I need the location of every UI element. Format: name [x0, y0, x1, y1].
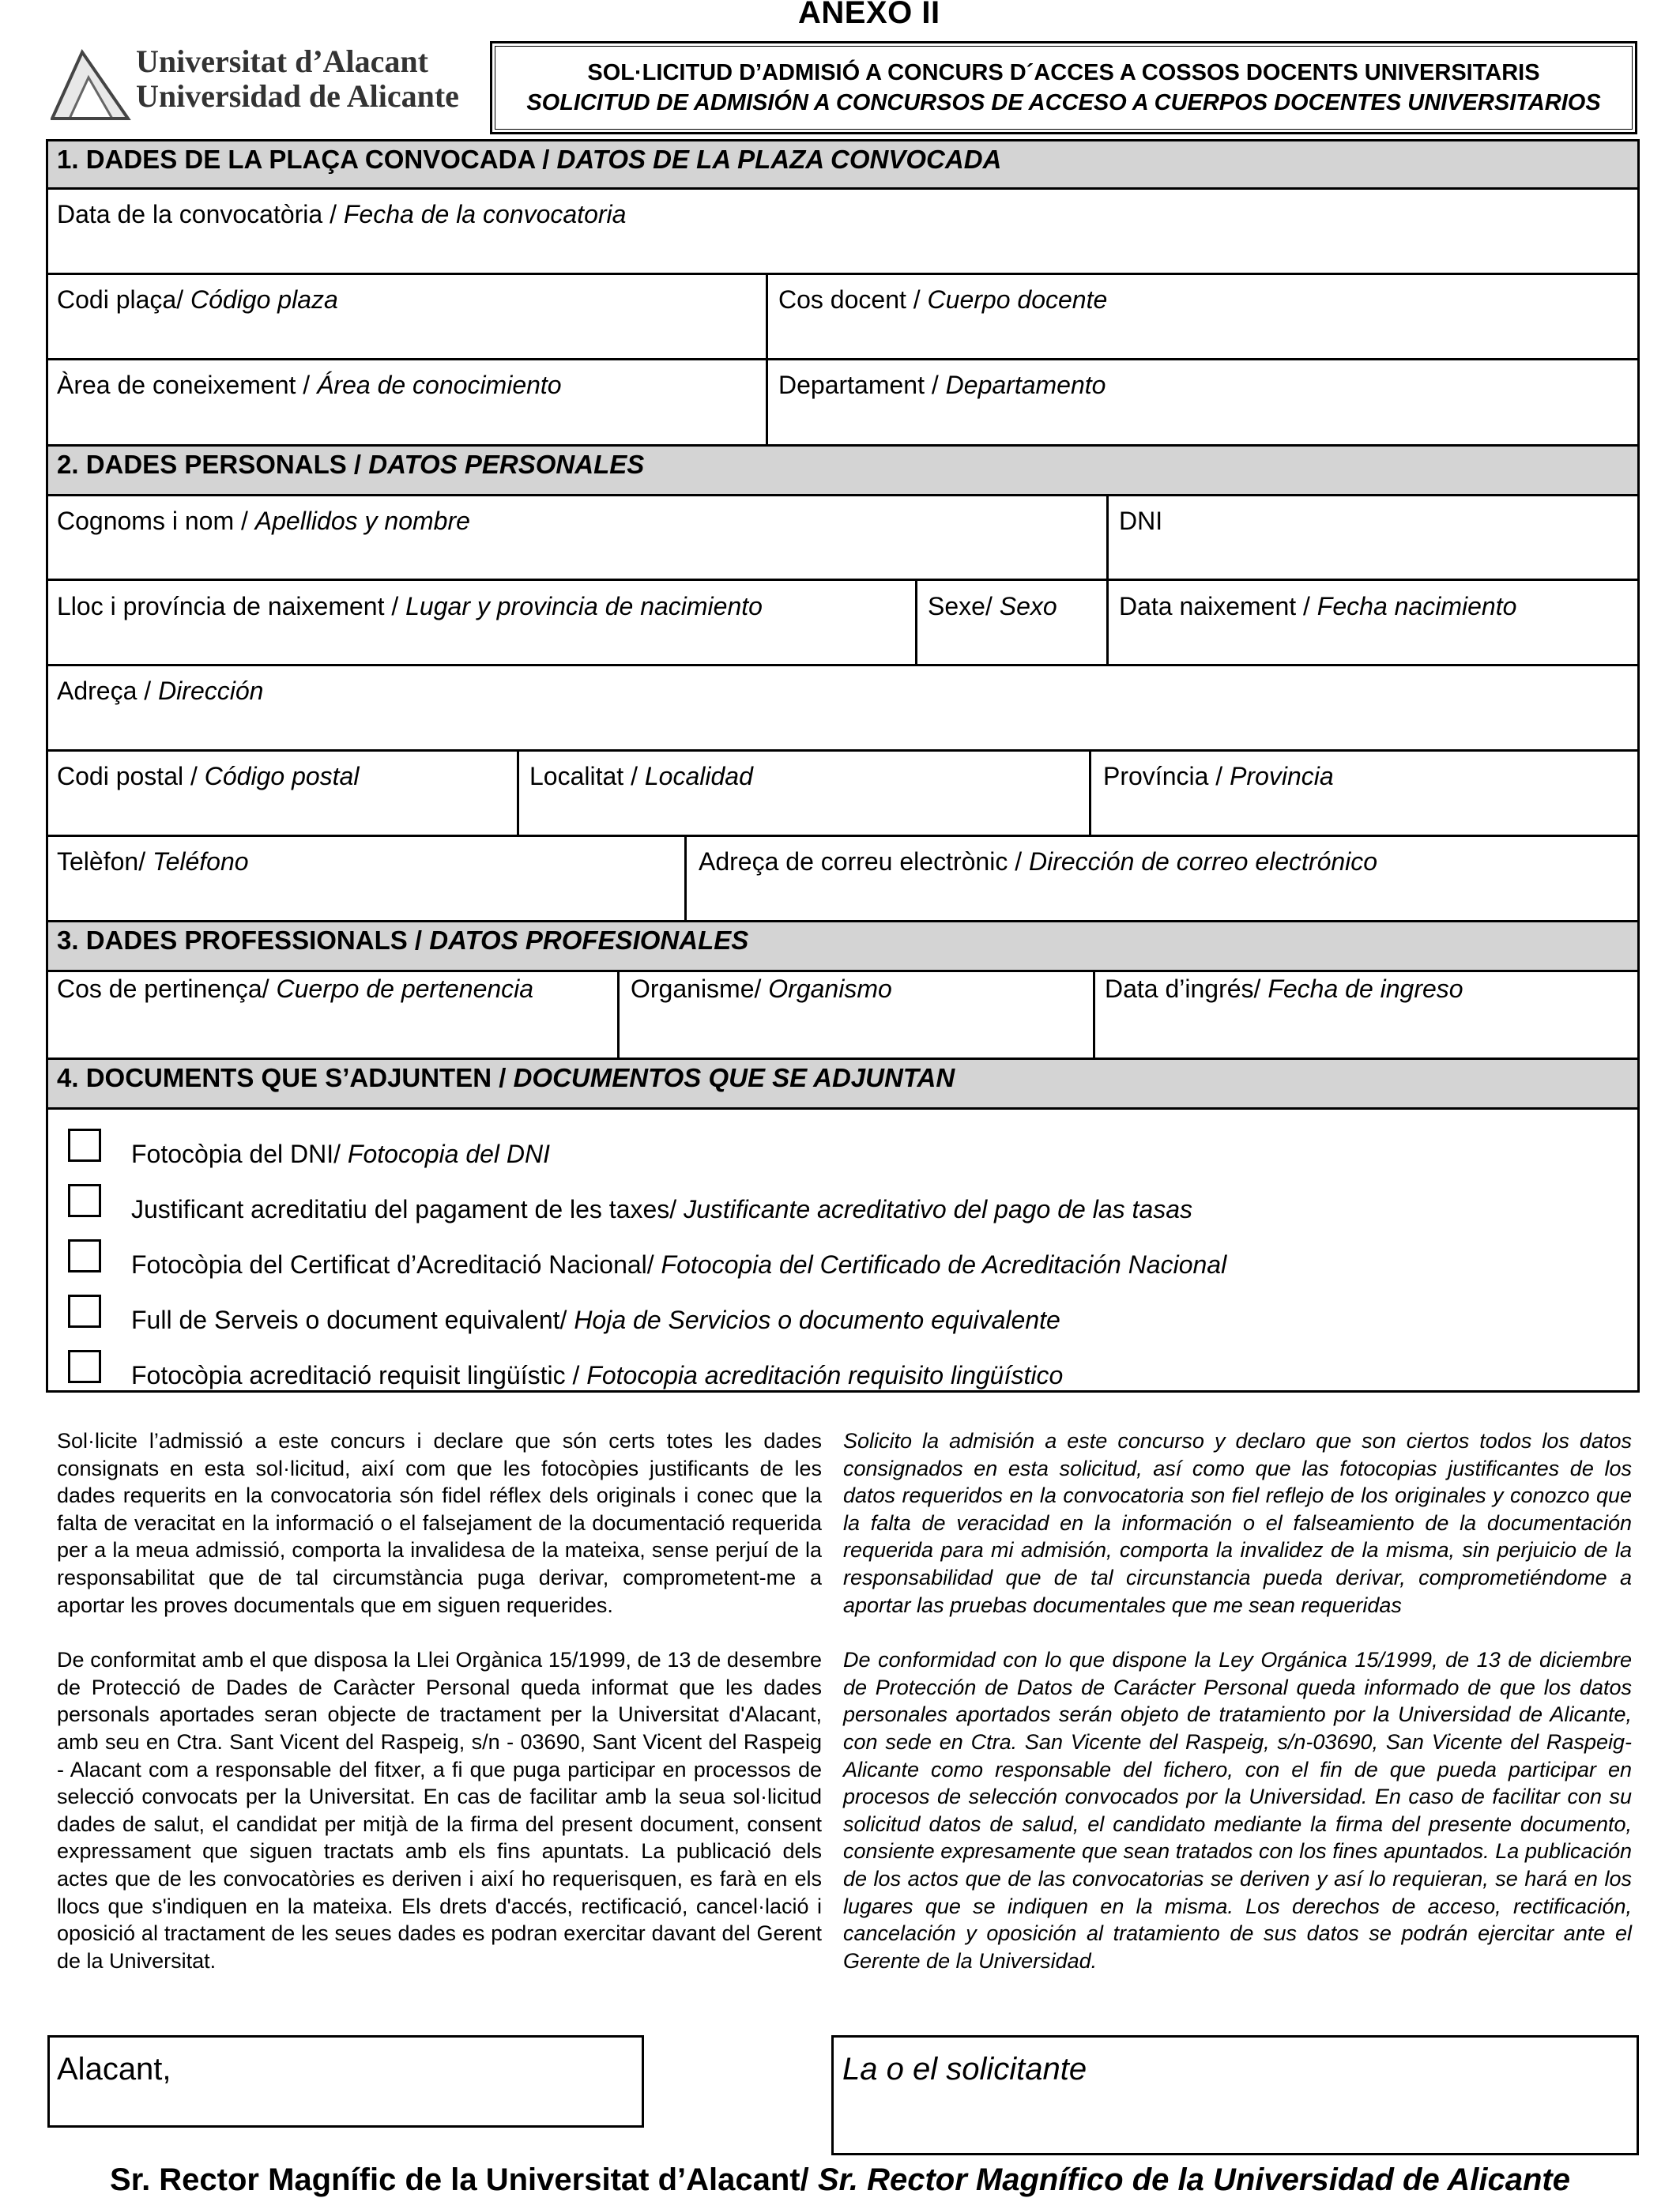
- applicant-label: La o el solicitante: [842, 2052, 1087, 2087]
- place-label: Alacant,: [57, 2052, 171, 2087]
- rule: [46, 444, 1640, 447]
- field-organism-es: Organismo: [768, 975, 892, 1003]
- field-phone-va: Telèfon/: [57, 847, 153, 876]
- field-birthplace-va: Lloc i província de naixement /: [57, 592, 406, 620]
- rule: [46, 920, 1640, 922]
- document-checkbox[interactable]: [68, 1239, 101, 1272]
- field-locality-va: Localitat /: [529, 762, 645, 790]
- field-position-code[interactable]: [57, 285, 338, 315]
- field-corps[interactable]: [57, 975, 533, 1004]
- field-entry-date-es: Fecha de ingreso: [1268, 975, 1463, 1003]
- rule: [915, 579, 917, 664]
- field-birthdate-va: Data naixement /: [1119, 592, 1317, 620]
- field-sex[interactable]: [928, 592, 1057, 621]
- field-entry-date-va: Data d’ingrés/: [1105, 975, 1268, 1003]
- document-checkbox[interactable]: [68, 1129, 101, 1162]
- field-province-es: Provincia: [1230, 762, 1334, 790]
- declaration-es-p2: De conformidad con lo que dispone la Ley Orgánica 15/1999, de 13 de diciembre de Protección de Datos de Carácter Personal queda informado de que los datos personales aportados serán objeto de tratamiento por la Universidad de Alicante, con sede en Ctra. San Vicente del Raspeig, s/n-03690, San Vicente del Raspeig-Alicante como responsable del fichero, con el fin de que pueda participar en procesos de selección convocados por la Universidad. En caso de facilitar con su solicitud datos de salud, el candidato mediante la firma del presente documento, consiente expresamente que sean tratados con los fines apuntados. La publicación de los actos que de las convocatorias se deriven y así lo requieran, se hará en los lugares que se indiquen en la misma. Los derechos de acceso, rectificación, cancelación y oposición al tratamiento de sus datos se podrán ejercitar ante el Gerente de la Universidad.: [843, 1648, 1632, 1973]
- document-checkbox[interactable]: [68, 1350, 101, 1383]
- document-item-va: Fotocòpia del Certificat d’Acreditació Nacional/: [131, 1250, 661, 1279]
- section2-title: [57, 450, 644, 480]
- field-postal-code-es: Código postal: [204, 762, 360, 790]
- rule: [46, 579, 1640, 581]
- field-locality[interactable]: [529, 762, 753, 791]
- section2-title-es: DATOS PERSONALES: [368, 450, 645, 479]
- section2-title-va: 2. DADES PERSONALS /: [57, 450, 369, 479]
- field-full-name[interactable]: [57, 507, 470, 536]
- field-organism-va: Organisme/: [631, 975, 769, 1003]
- field-call-date-va: Data de la convocatòria /: [57, 200, 344, 228]
- field-postal-code[interactable]: [57, 762, 359, 791]
- document-item-es: Hoja de Servicios o documento equivalente: [574, 1306, 1060, 1334]
- rule: [46, 970, 1640, 972]
- document-item: [131, 1250, 1226, 1280]
- field-address-es: Dirección: [158, 677, 264, 705]
- section4-title-va: 4. DOCUMENTS QUE S’ADJUNTEN /: [57, 1063, 514, 1092]
- field-email-es: Dirección de correo electrónico: [1028, 847, 1378, 876]
- document-item-va: Fotocòpia del DNI/: [131, 1140, 348, 1168]
- rule: [46, 494, 1640, 496]
- field-full-name-va: Cognoms i nom /: [57, 507, 255, 535]
- document-item-va: Fotocòpia acreditació requisit lingüístic /: [131, 1361, 587, 1389]
- field-phone[interactable]: [57, 847, 249, 877]
- field-department[interactable]: [778, 371, 1106, 400]
- rule: [1089, 749, 1091, 835]
- declaration-va: [57, 1427, 822, 1974]
- field-address[interactable]: [57, 677, 263, 706]
- section4-title: [57, 1063, 955, 1093]
- field-locality-es: Localidad: [644, 762, 753, 790]
- field-full-name-es: Apellidos y nombre: [254, 507, 470, 535]
- rule: [46, 835, 1640, 837]
- document-item: [131, 1361, 1063, 1390]
- field-sex-va: Sexe/: [928, 592, 1000, 620]
- addressee-va: Sr. Rector Magnífic de la Universitat d’Alacant/: [110, 2162, 818, 2197]
- section3-title: [57, 926, 748, 956]
- rule: [1106, 494, 1109, 664]
- field-teaching-body-es: Cuerpo docente: [927, 285, 1108, 314]
- form-title-es: SOLICITUD DE ADMISIÓN A CONCURSOS DE ACCESO A CUERPOS DOCENTES UNIVERSITARIOS: [526, 90, 1601, 115]
- form-title-va: SOL·LICITUD D’ADMISIÓ A CONCURS D´ACCES A COSSOS DOCENTS UNIVERSITARIS: [587, 60, 1540, 85]
- university-logo-text: [136, 44, 459, 114]
- addressee-es: Sr. Rector Magnífico de la Universidad de Alicante: [817, 2162, 1570, 2197]
- logo-line-es: Universidad de Alicante: [136, 78, 459, 114]
- rule: [46, 664, 1640, 666]
- rule: [1093, 970, 1095, 1058]
- field-dni[interactable]: DNI: [1119, 507, 1163, 535]
- addressee: [0, 2162, 1680, 2198]
- field-teaching-body[interactable]: [778, 285, 1107, 315]
- field-postal-code-va: Codi postal /: [57, 762, 205, 790]
- field-email-va: Adreça de correu electrònic /: [699, 847, 1029, 876]
- rule: [46, 187, 1640, 190]
- field-teaching-body-va: Cos docent /: [778, 285, 928, 314]
- document-item-es: Fotocopia del Certificado de Acreditación Nacional: [661, 1250, 1227, 1279]
- form-title-box-inner: [495, 46, 1633, 130]
- section4-title-es: DOCUMENTOS QUE SE ADJUNTAN: [513, 1063, 955, 1092]
- declaration-es-p1: Solicito la admisión a este concurso y declaro que son ciertos todos los datos consignados en esta solicitud, así como que las fotocopias justificantes de los datos requeridos en la convocatoria son fiel reflejo de los originales y conozco que la falta de veracidad en la información o el falseamiento de la documentación requerida para mi admisión, comporta la invalidez de la misma, sin perjuicio de la responsabilidad que de tal circunstancia pueda derivar, comprometiéndome a aportar las pruebas documentales que me sean requeridas: [843, 1429, 1632, 1617]
- field-phone-es: Teléfono: [152, 847, 249, 876]
- field-birthplace-es: Lugar y provincia de nacimiento: [405, 592, 763, 620]
- section1-title-es: DATOS DE LA PLAZA CONVOCADA: [556, 145, 1002, 174]
- field-organism[interactable]: [631, 975, 892, 1004]
- field-corps-es: Cuerpo de pertenencia: [276, 975, 534, 1003]
- section3-title-va: 3. DADES PROFESSIONALS /: [57, 926, 430, 955]
- field-corps-va: Cos de pertinença/: [57, 975, 277, 1003]
- field-province[interactable]: [1103, 762, 1334, 791]
- field-position-code-es: Código plaza: [190, 285, 338, 314]
- field-birthplace[interactable]: [57, 592, 763, 621]
- field-position-code-va: Codi plaça/: [57, 285, 190, 314]
- rule: [46, 273, 1640, 275]
- field-sex-es: Sexo: [999, 592, 1057, 620]
- rule: [46, 1058, 1640, 1060]
- rule: [766, 273, 768, 444]
- document-checkbox[interactable]: [68, 1295, 101, 1328]
- rule: [684, 835, 687, 920]
- declaration-va-p1: Sol·licite l’admissió a este concurs i declare que són certs totes les dades consignats en esta sol·licitud, així com que les fotocòpies justificants de les dades requerits en la convocatoria són fidel réflex dels originals i conec que la falta de veracitat en la informació o el falsejament de la documentació requerida per a la meua admissió, comporta la invalidesa de la mateixa, sense perjuí de la responsabilitat que de tal circumstància puga derivar, comprometent-me a aportar les proves documentals que em siguen requerides.: [57, 1429, 822, 1617]
- declaration-va-p2: De conformitat amb el que disposa la Llei Orgànica 15/1999, de 13 de desembre de Protecció de Dades de Caràcter Personal queda informat que les dades personals aportades seran objecte de tractament per la Universitat d'Alacant, amb seu en Ctra. Sant Vicent del Raspeig, s/n - 03690, Sant Vicent del Raspeig - Alacant com a responsable del fitxer, a fi que puga participar en processos de selecció convocats per la Universitat. En cas de facilitar amb la seua sol·licitud dades de salut, el candidat per mitjà de la firma del present document, consent expressament que siguen tractats amb els fins apuntats. La publicació dels actes que de les convocatòries es deriven i així ho requerisquen, es farà en els llocs que s'indiquen en la mateixa. Els drets d'accés, rectificació, cancel·lació i oposició al tractament de les seues dades es podran exercitar davant del Gerent de la Universitat.: [57, 1648, 822, 1973]
- field-call-date[interactable]: [57, 200, 626, 229]
- field-knowledge-area[interactable]: [57, 371, 562, 400]
- document-item-es: Fotocopia del DNI: [347, 1140, 551, 1168]
- document-item-va: Full de Serveis o document equivalent/: [131, 1306, 574, 1334]
- document-item: [131, 1195, 1192, 1224]
- logo-line-va: Universitat d’Alacant: [136, 43, 428, 79]
- field-knowledge-area-es: Área de conocimiento: [317, 371, 562, 399]
- field-email[interactable]: [699, 847, 1377, 877]
- field-knowledge-area-va: Àrea de coneixement /: [57, 371, 318, 399]
- section1-title-va: 1. DADES DE LA PLAÇA CONVOCADA /: [57, 145, 557, 174]
- document-item-va: Justificant acreditatiu del pagament de les taxes/: [131, 1195, 684, 1223]
- field-province-va: Província /: [1103, 762, 1230, 790]
- field-address-va: Adreça /: [57, 677, 159, 705]
- field-birthdate-es: Fecha nacimiento: [1317, 592, 1517, 620]
- field-birthdate[interactable]: [1119, 592, 1516, 621]
- section1-title: [57, 145, 1001, 175]
- annex-title: ANEXO II: [798, 0, 940, 30]
- document-item: [131, 1306, 1060, 1335]
- field-entry-date[interactable]: [1105, 975, 1463, 1004]
- document-item-es: Fotocopia acreditación requisito lingüístico: [586, 1361, 1064, 1389]
- field-department-es: Departamento: [945, 371, 1106, 399]
- document-item: [131, 1140, 550, 1169]
- rule: [517, 749, 519, 835]
- field-department-va: Departament /: [778, 371, 946, 399]
- rule: [46, 358, 1640, 360]
- document-item-es: Justificante acreditativo del pago de las tasas: [684, 1195, 1192, 1223]
- document-checkbox[interactable]: [68, 1184, 101, 1217]
- rule: [617, 970, 620, 1058]
- rule: [46, 1107, 1640, 1110]
- section3-title-es: DATOS PROFESIONALES: [429, 926, 749, 955]
- rule: [46, 749, 1640, 752]
- declaration-es: [843, 1427, 1632, 1974]
- field-call-date-es: Fecha de la convocatoria: [343, 200, 627, 228]
